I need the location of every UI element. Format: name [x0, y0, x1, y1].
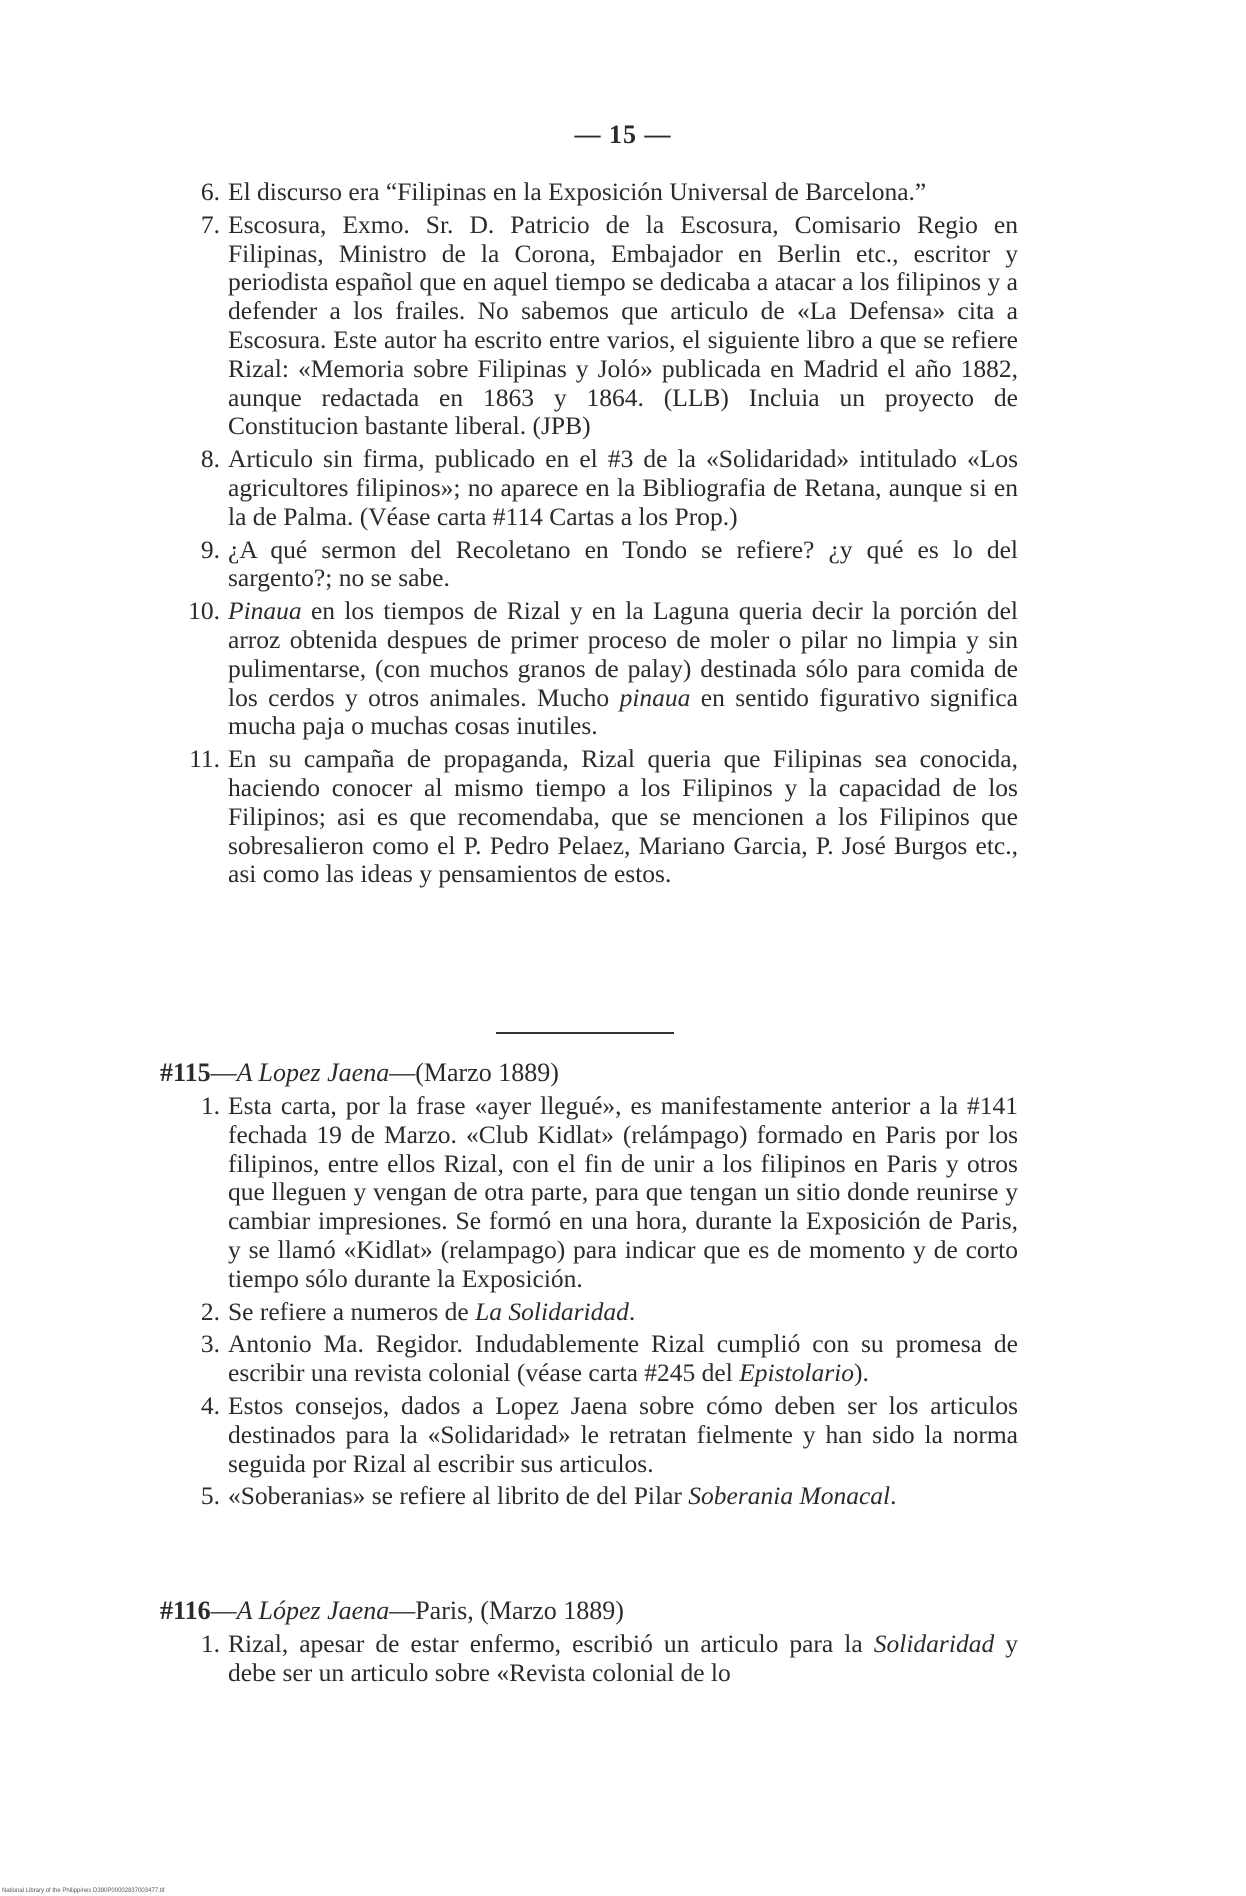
note-text: El discurso era “Filipinas en la Exposición Universal de Barcelona.” [228, 177, 927, 206]
note-text: Escosura, Exmo. Sr. D. Patricio de la Escosura, Comisario Regio en Filipinas, Ministro de la Corona, Embajador en Berlin etc., escritor y periodista español que en aquel tiempo se dedicaba a atacar a los filipinos y a defender a los frailes. No sabemos que articulo de «La Defensa» cita a Escosura. Este autor ha escrito entre varios, el siguiente libro a que se refiere Rizal: «Memoria sobre Filipinas y Joló» publicada en Madrid el año 1882, aunque redactada en 1863 y 1864. (LLB) Incluia un proyecto de Constitucion bastante liberal. (JPB) [228, 209, 1018, 441]
note-number: 6. [200, 177, 220, 206]
note-text-part: . [628, 1296, 636, 1326]
note-text: Esta carta, por la frase «ayer llegué», es manifestamente anterior a la #141 fechada 19 de Marzo. «Club Kidlat» (relámpago) formado en Paris por los filipinos, entre ellos Rizal, con el fin de unir a los filipinos en Paris y otros que lleguen y vengan de otra parte, para que tengan un sitio donde reunirse y cambiar impresiones. Se formó en una hora, durante la Exposición de Paris, y se llamó «Kidlat» (relampago) para indicar que es de momento y de corto tiempo sólo durante la Exposición. [228, 1091, 1018, 1293]
scan-footer: National Library of the Philippines D390P00002837003477.tif [2, 1888, 165, 1894]
note-115-5 [158, 1482, 1018, 1511]
notes-115-list [158, 1092, 1018, 1511]
note-text-part: . [890, 1481, 897, 1511]
note-text-part: Se refiere a numeros de [228, 1296, 469, 1326]
note-text: En su campaña de propaganda, Rizal queria que Filipinas sea conocida, haciendo conocer al mismo tiempo a los Filipinos y la capacidad de los Filipinos; asi es que recomendaba, que se mencionen a los Filipinos que sobresalieron como el P. Pedro Pelaez, Mariano Garcia, P. José Burgos etc., asi como las ideas y pensamientos de estos. [228, 744, 1018, 889]
note-number: 2. [200, 1296, 220, 1326]
note-number: 4. [200, 1390, 220, 1420]
note-text-part: ). [853, 1358, 869, 1388]
letter-number: #115 [160, 1058, 211, 1087]
note-italic-term: Pinaua [228, 596, 302, 626]
note-number: 7. [200, 209, 220, 239]
note-text [228, 597, 1018, 741]
note-number: 10. [188, 596, 220, 626]
note-115-1 [158, 1092, 1018, 1294]
note-number: 1. [200, 1629, 220, 1658]
note-number: 11. [189, 744, 220, 774]
note-italic-title: La Solidaridad [475, 1296, 629, 1326]
note-115-2 [158, 1298, 1018, 1327]
note-7 [158, 211, 1018, 441]
letter-date: (Marzo 1889) [480, 1596, 624, 1625]
note-10 [158, 597, 1018, 741]
note-text-part: Antonio Ma. Regidor. Indudablemente Rizal cumplió con su promesa de escribir una revista colonial (véase carta #245 del [228, 1329, 1018, 1388]
note-8 [158, 445, 1018, 531]
note-text: ¿A qué sermon del Recoletano en Tondo se refiere? ¿y qué es lo del sargento?; no se sabe. [228, 534, 1018, 593]
note-115-3 [158, 1330, 1018, 1388]
section-divider [496, 1032, 674, 1034]
letter-recipient: A López Jaena [236, 1596, 390, 1625]
note-text-part: en sentido figurativo significa mucha paja o muchas cosas inutiles. [228, 682, 1018, 741]
note-text: Estos consejos, dados a Lopez Jaena sobre cómo deben ser los articulos destinados para la «Solidaridad» le retratan fielmente y han sido la norma seguida por Rizal al escribir sus articulos. [228, 1390, 1018, 1478]
note-number: 5. [200, 1481, 220, 1511]
section-heading-116: #116—A López Jaena—Paris, (Marzo 1889) [160, 1596, 624, 1625]
section-heading-115: #115—A Lopez Jaena—(Marzo 1889) [160, 1058, 559, 1087]
note-text-part: en los tiempos de Rizal y en la Laguna queria decir la porción del arroz obtenida despues de primer proceso de moler o pilar no limpia y sin pulimentarse, (con muchos granos de palay) destinada sólo para comida de los cerdos y otros animales. Mucho [228, 596, 1019, 712]
note-text [228, 1630, 1018, 1688]
letter-number: #116 [160, 1596, 211, 1625]
letter-date: (Marzo 1889) [415, 1058, 559, 1087]
note-text [228, 1482, 1018, 1511]
letter-recipient: A Lopez Jaena [236, 1058, 390, 1087]
note-number: 8. [200, 444, 220, 474]
note-number: 3. [200, 1329, 220, 1359]
note-6 [158, 178, 1018, 207]
note-italic-term: pinaua [619, 682, 691, 712]
note-text [228, 1330, 1018, 1388]
note-italic-title: Epistolario [739, 1358, 854, 1388]
note-11 [158, 745, 1018, 889]
note-text: Articulo sin firma, publicado en el #3 de la «Solidaridad» intitulado «Los agricultores filipinos»; no aparece en la Bibliografia de Retana, aunque si en la de Palma. (Véase carta #114 Cartas a los Prop.) [228, 444, 1018, 531]
note-italic-title: Solidaridad [873, 1629, 995, 1658]
note-116-1 [158, 1630, 1018, 1688]
notes-116-list [158, 1630, 1018, 1688]
note-text-part: «Soberanias» se refiere al librito de del Pilar [228, 1481, 682, 1511]
note-9 [158, 536, 1018, 594]
page-number: — 15 — [574, 120, 672, 149]
note-number: 1. [200, 1091, 220, 1120]
note-text-part: Rizal, apesar de estar enfermo, escribió un articulo para la [228, 1629, 863, 1658]
note-number: 9. [200, 534, 220, 564]
notes-list [158, 178, 1018, 889]
letter-place: —Paris, [389, 1596, 474, 1625]
note-text-part: y debe ser un articulo sobre «Revista colonial de lo [228, 1629, 1019, 1687]
note-italic-title: Soberania Monacal [688, 1481, 891, 1511]
note-115-4 [158, 1392, 1018, 1478]
note-text [228, 1298, 1018, 1327]
